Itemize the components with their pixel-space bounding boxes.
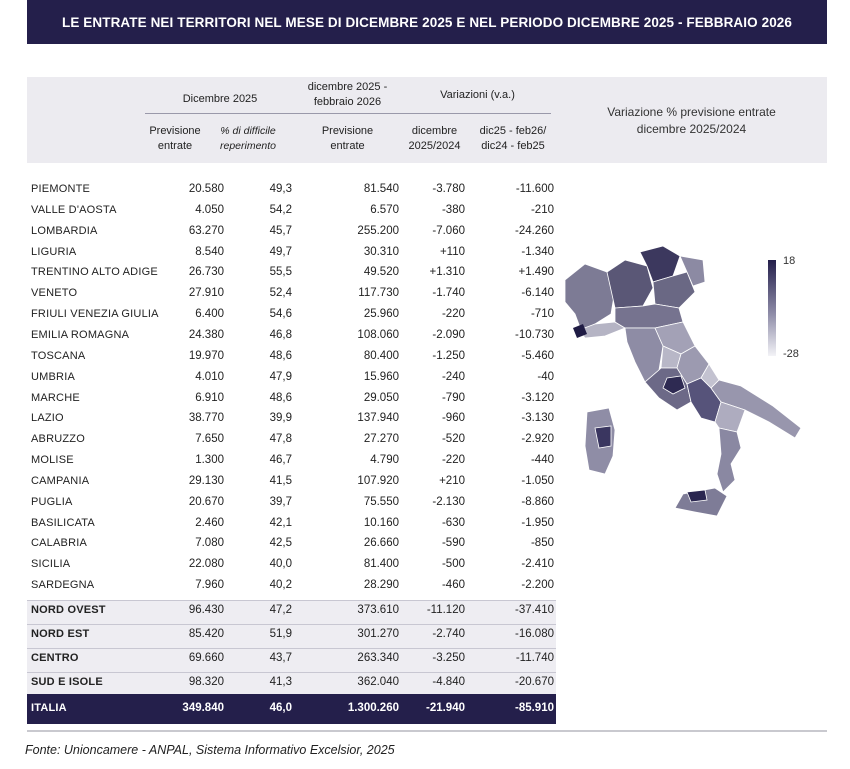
cell-prev: 349.840 bbox=[182, 702, 224, 714]
cell-prev: 7.080 bbox=[195, 537, 224, 550]
table-row bbox=[27, 430, 556, 451]
cell-period: 29.050 bbox=[363, 391, 399, 404]
cell-name: TOSCANA bbox=[31, 349, 86, 362]
cell-diff: 49,3 bbox=[269, 183, 292, 195]
map-region-calabria bbox=[717, 428, 741, 492]
header-previsione-periodo bbox=[305, 124, 390, 154]
legend-color-scale bbox=[768, 260, 776, 356]
header-var1-line1: dicembre bbox=[411, 125, 458, 137]
cell-diff: 54,6 bbox=[269, 308, 292, 321]
cell-prev: 22.080 bbox=[188, 558, 224, 571]
cell-diff: 46,0 bbox=[269, 702, 292, 714]
cell-diff: 47,8 bbox=[269, 433, 292, 446]
cell-var1: -590 bbox=[441, 537, 465, 550]
cell-name: ABRUZZO bbox=[31, 433, 85, 446]
cell-var2: -3.130 bbox=[521, 412, 554, 425]
cell-name: LIGURIA bbox=[31, 245, 77, 258]
cell-name: SUD E ISOLE bbox=[31, 676, 103, 688]
cell-prev: 96.430 bbox=[188, 604, 224, 616]
cell-name: UMBRIA bbox=[31, 370, 75, 383]
cell-var2: -210 bbox=[530, 203, 554, 216]
cell-prev: 6.400 bbox=[195, 308, 224, 321]
cell-var1: -500 bbox=[441, 558, 465, 571]
cell-name: CENTRO bbox=[31, 652, 79, 664]
cell-period: 1.300.260 bbox=[347, 702, 399, 714]
cell-var1: -240 bbox=[441, 370, 465, 383]
header-diff-line1: % di difficile bbox=[220, 125, 276, 137]
table-row bbox=[27, 222, 556, 243]
cell-var2: -8.860 bbox=[521, 495, 554, 508]
cell-var1: +110 bbox=[439, 245, 465, 258]
table-row bbox=[27, 180, 556, 201]
map-region-sicilia-highlight bbox=[687, 490, 707, 502]
cell-prev: 63.270 bbox=[188, 224, 224, 237]
cell-name: VALLE D'AOSTA bbox=[31, 203, 117, 216]
cell-var1: -7.060 bbox=[432, 224, 465, 237]
cell-var2: -5.460 bbox=[521, 349, 554, 362]
header-difficile bbox=[207, 124, 289, 154]
cell-var2: +1.490 bbox=[518, 266, 554, 279]
legend-max-label: 18 bbox=[783, 255, 796, 267]
cell-var1: -11.120 bbox=[426, 604, 465, 616]
cell-var1: -1.740 bbox=[432, 287, 465, 300]
cell-diff: 40,2 bbox=[269, 579, 292, 592]
cell-period: 255.200 bbox=[357, 224, 399, 237]
cell-diff: 46,8 bbox=[269, 328, 292, 341]
bottom-divider bbox=[27, 730, 827, 732]
table-row bbox=[27, 493, 556, 514]
header-period-line1: dicembre 2025 - bbox=[307, 81, 388, 93]
cell-diff: 45,7 bbox=[269, 224, 292, 237]
cell-var2: -6.140 bbox=[521, 287, 554, 300]
cell-prev: 2.460 bbox=[195, 516, 224, 529]
cell-name: CAMPANIA bbox=[31, 474, 90, 487]
cell-var1: -3.250 bbox=[432, 652, 465, 664]
cell-diff: 51,9 bbox=[269, 628, 292, 640]
map-title-line1: Variazione % previsione entrate bbox=[607, 105, 776, 119]
cell-diff: 41,3 bbox=[269, 676, 292, 688]
header-prev-line2: entrate bbox=[157, 140, 193, 152]
cell-period: 301.270 bbox=[357, 628, 399, 640]
cell-name: SARDEGNA bbox=[31, 579, 95, 592]
cell-diff: 47,2 bbox=[269, 604, 292, 616]
cell-period: 263.340 bbox=[357, 652, 399, 664]
total-row bbox=[27, 694, 556, 724]
cell-var1: -220 bbox=[441, 308, 465, 321]
cell-period: 362.040 bbox=[357, 676, 399, 688]
cell-prev: 4.010 bbox=[195, 370, 224, 383]
cell-var1: -2.740 bbox=[432, 628, 465, 640]
cell-var1: -460 bbox=[441, 579, 465, 592]
table-row bbox=[27, 389, 556, 410]
table-row bbox=[27, 201, 556, 222]
cell-period: 6.570 bbox=[370, 203, 399, 216]
cell-period: 81.400 bbox=[363, 558, 399, 571]
cell-var2: -11.600 bbox=[515, 183, 554, 195]
cell-var2: -3.120 bbox=[521, 391, 554, 404]
macro-area-row bbox=[27, 600, 556, 624]
cell-prev: 6.910 bbox=[195, 391, 224, 404]
cell-diff: 42,1 bbox=[269, 516, 292, 529]
cell-name: BASILICATA bbox=[31, 516, 95, 529]
cell-var1: -630 bbox=[441, 516, 465, 529]
cell-name: MARCHE bbox=[31, 391, 80, 404]
cell-prev: 7.650 bbox=[195, 433, 224, 446]
cell-diff: 39,7 bbox=[269, 495, 292, 508]
header-var-dicembre bbox=[397, 124, 472, 154]
table-row bbox=[27, 263, 556, 284]
cell-diff: 47,9 bbox=[269, 370, 292, 383]
map-region-lombardia bbox=[607, 260, 653, 308]
cell-prev: 7.960 bbox=[195, 579, 224, 592]
cell-var1: +1.310 bbox=[429, 266, 465, 279]
cell-diff: 41,5 bbox=[269, 474, 292, 487]
header-diff-line2: reperimento bbox=[219, 140, 277, 152]
cell-period: 15.960 bbox=[363, 370, 399, 383]
cell-prev: 19.970 bbox=[188, 349, 224, 362]
cell-var1: -4.840 bbox=[432, 676, 465, 688]
header-var-periodo bbox=[472, 124, 554, 154]
table-row bbox=[27, 243, 556, 264]
cell-diff: 54,2 bbox=[269, 203, 292, 216]
cell-var2: -11.740 bbox=[515, 652, 554, 664]
cell-period: 28.290 bbox=[363, 579, 399, 592]
cell-var1: -790 bbox=[441, 391, 465, 404]
cell-prev: 27.910 bbox=[188, 287, 224, 300]
header-var2-line1: dic25 - feb26/ bbox=[479, 125, 547, 137]
cell-var2: -440 bbox=[530, 454, 554, 467]
cell-period: 10.160 bbox=[363, 516, 399, 529]
cell-var2: -40 bbox=[537, 370, 554, 383]
header-group-variazioni: Variazioni (v.a.) bbox=[440, 89, 515, 101]
cell-prev: 20.670 bbox=[188, 495, 224, 508]
cell-var2: -2.410 bbox=[521, 558, 554, 571]
legend-min-label: -28 bbox=[783, 348, 799, 360]
cell-prev: 38.770 bbox=[188, 412, 224, 425]
cell-period: 75.550 bbox=[363, 495, 399, 508]
table-row bbox=[27, 284, 556, 305]
header-prev-line1: Previsione bbox=[149, 125, 201, 137]
cell-prev: 85.420 bbox=[188, 628, 224, 640]
cell-diff: 46,7 bbox=[269, 454, 292, 467]
cell-var2: -2.920 bbox=[521, 433, 554, 446]
header-prev2-line1: Previsione bbox=[321, 125, 374, 137]
cell-name: EMILIA ROMAGNA bbox=[31, 328, 130, 341]
cell-name: TRENTINO ALTO ADIGE bbox=[31, 266, 158, 279]
cell-var2: -85.910 bbox=[514, 702, 554, 714]
cell-period: 117.730 bbox=[358, 287, 399, 300]
cell-name: PUGLIA bbox=[31, 495, 73, 508]
cell-var1: -220 bbox=[441, 454, 465, 467]
cell-prev: 98.320 bbox=[188, 676, 224, 688]
cell-diff: 49,7 bbox=[269, 245, 292, 258]
table-row bbox=[27, 409, 556, 430]
cell-name: SICILIA bbox=[31, 558, 71, 571]
macro-area-row bbox=[27, 672, 556, 696]
cell-var2: -1.050 bbox=[521, 474, 554, 487]
cell-diff: 55,5 bbox=[269, 266, 292, 279]
table-row bbox=[27, 347, 556, 368]
cell-var1: -3.780 bbox=[432, 183, 465, 195]
cell-prev: 8.540 bbox=[195, 245, 224, 258]
cell-prev: 24.380 bbox=[188, 328, 224, 341]
cell-var2: -37.410 bbox=[514, 604, 554, 616]
table-row bbox=[27, 576, 556, 597]
cell-var1: -1.250 bbox=[432, 349, 465, 362]
cell-diff: 39,9 bbox=[269, 412, 292, 425]
cell-period: 4.790 bbox=[370, 454, 399, 467]
cell-name: LAZIO bbox=[31, 412, 64, 425]
cell-var1: -960 bbox=[441, 412, 465, 425]
cell-name: LOMBARDIA bbox=[31, 224, 98, 237]
cell-diff: 48,6 bbox=[269, 349, 292, 362]
header-var1-line2: 2025/2024 bbox=[408, 140, 461, 152]
cell-period: 137.940 bbox=[357, 412, 399, 425]
page-title: LE ENTRATE NEI TERRITORI NEL MESE DI DICEMBRE 2025 E NEL PERIODO DICEMBRE 2025 - FEBBRAIO 2026 bbox=[27, 0, 827, 44]
cell-period: 27.270 bbox=[363, 433, 399, 446]
table-row bbox=[27, 326, 556, 347]
cell-prev: 69.660 bbox=[188, 652, 224, 664]
table-row bbox=[27, 368, 556, 389]
cell-period: 30.310 bbox=[363, 245, 399, 258]
cell-var2: -710 bbox=[530, 308, 554, 321]
header-previsione bbox=[140, 124, 210, 154]
cell-period: 108.060 bbox=[357, 328, 399, 341]
cell-prev: 1.300 bbox=[195, 454, 224, 467]
cell-period: 26.660 bbox=[363, 537, 399, 550]
cell-period: 81.540 bbox=[363, 183, 399, 195]
map-title bbox=[556, 104, 827, 138]
cell-var2: -2.200 bbox=[521, 579, 554, 592]
cell-name: MOLISE bbox=[31, 454, 74, 467]
header-group-dicembre: Dicembre 2025 bbox=[182, 93, 258, 105]
header-group-period bbox=[295, 80, 400, 110]
cell-diff: 42,5 bbox=[269, 537, 292, 550]
cell-period: 107.920 bbox=[357, 474, 399, 487]
cell-var2: -850 bbox=[530, 537, 554, 550]
cell-period: 373.610 bbox=[357, 604, 399, 616]
table-row bbox=[27, 472, 556, 493]
map-title-line2: dicembre 2025/2024 bbox=[636, 122, 747, 136]
table-row bbox=[27, 555, 556, 576]
cell-var1: -2.090 bbox=[432, 328, 465, 341]
cell-diff: 48,6 bbox=[269, 391, 292, 404]
cell-var2: -24.260 bbox=[514, 224, 554, 237]
cell-name: CALABRIA bbox=[31, 537, 88, 550]
cell-var2: -1.340 bbox=[521, 245, 554, 258]
cell-name: ITALIA bbox=[31, 702, 67, 714]
cell-var2: -16.080 bbox=[514, 628, 554, 640]
cell-var2: -20.670 bbox=[514, 676, 554, 688]
table-row bbox=[27, 305, 556, 326]
header-var2-line2: dic24 - feb25 bbox=[481, 140, 545, 152]
cell-var2: -1.950 bbox=[521, 516, 554, 529]
cell-var1: +210 bbox=[439, 474, 465, 487]
cell-var1: -380 bbox=[441, 203, 465, 216]
macro-area-row bbox=[27, 624, 556, 648]
cell-var1: -21.940 bbox=[425, 702, 465, 714]
cell-prev: 29.130 bbox=[188, 474, 224, 487]
cell-name: FRIULI VENEZIA GIULIA bbox=[31, 308, 159, 321]
cell-name: PIEMONTE bbox=[31, 183, 91, 195]
header-period-line2: febbraio 2026 bbox=[313, 96, 382, 108]
table-row bbox=[27, 451, 556, 472]
cell-period: 80.400 bbox=[363, 349, 399, 362]
cell-name: NORD EST bbox=[31, 628, 90, 640]
cell-prev: 26.730 bbox=[188, 266, 224, 279]
cell-diff: 52,4 bbox=[269, 287, 292, 300]
cell-var1: -2.130 bbox=[432, 495, 465, 508]
header-prev2-line2: entrate bbox=[330, 140, 365, 152]
cell-prev: 4.050 bbox=[195, 203, 224, 216]
table-row bbox=[27, 534, 556, 555]
cell-var2: -10.730 bbox=[514, 328, 554, 341]
source-note: Fonte: Unioncamere - ANPAL, Sistema Informativo Excelsior, 2025 bbox=[25, 743, 395, 757]
cell-var1: -520 bbox=[441, 433, 465, 446]
header-divider bbox=[145, 113, 551, 114]
cell-name: VENETO bbox=[31, 287, 78, 300]
macro-area-row bbox=[27, 648, 556, 672]
cell-diff: 40,0 bbox=[269, 558, 292, 571]
cell-period: 49.520 bbox=[363, 266, 399, 279]
cell-prev: 20.580 bbox=[188, 183, 224, 195]
cell-name: NORD OVEST bbox=[31, 604, 106, 616]
table-row bbox=[27, 514, 556, 535]
cell-diff: 43,7 bbox=[269, 652, 292, 664]
cell-period: 25.960 bbox=[363, 308, 399, 321]
